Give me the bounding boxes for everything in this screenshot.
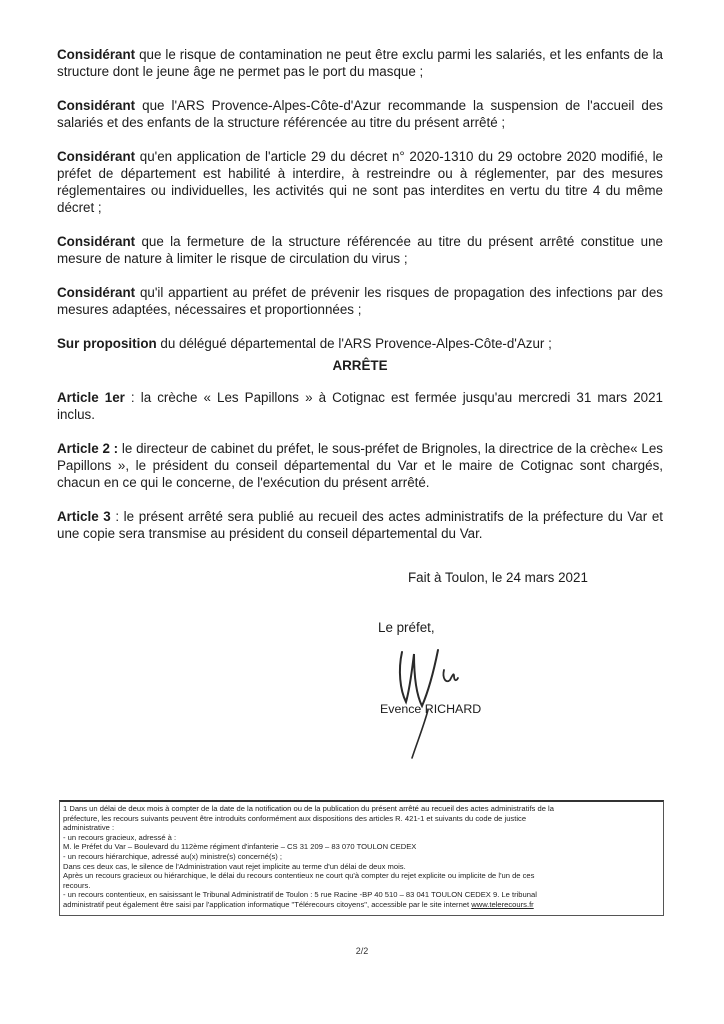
considerant-paragraph xyxy=(57,97,663,131)
considerant-paragraph xyxy=(57,233,663,267)
page-number: 2/2 xyxy=(355,946,369,956)
decision-title: ARRÊTE xyxy=(332,358,388,373)
considerant-lead: Considérant xyxy=(57,47,136,62)
signatory-name: Evence RICHARD xyxy=(380,702,482,716)
considerant-text: que le risque de contamination ne peut être exclu parmi les salariés, et les enfants de la structure dont le jeune âge ne permet pas le port du masque ; xyxy=(57,47,663,79)
footnote-line: recours. xyxy=(63,880,91,890)
footnote-line xyxy=(63,900,660,910)
proposition-text: du délégué départemental de l'ARS Provence-Alpes-Côte-d'Azur ; xyxy=(156,336,552,351)
considerant-text: que la fermeture de la structure référencée au titre du présent arrêté constitue une mesure de nature à limiter le risque de circulation du virus ; xyxy=(57,234,663,266)
article-text: : le présent arrêté sera publié au recueil des actes administratifs de la préfecture du Var et une copie sera transmise au président du conseil départemental du Var. xyxy=(57,509,663,541)
considerant-text: que l'ARS Provence-Alpes-Côte-d'Azur recommande la suspension de l'accueil des salariés et des enfants de la structure référencée au titre du présent arrêté ; xyxy=(57,98,663,130)
article-3 xyxy=(57,508,663,542)
considerant-paragraph xyxy=(57,148,663,216)
place-date: Fait à Toulon, le 24 mars 2021 xyxy=(408,570,588,585)
footnote-line: Dans ces deux cas, le silence de l'Administration vaut rejet implicite au terme d'un délai de deux mois. xyxy=(63,861,406,871)
footnote-line: Après un recours gracieux ou hiérarchique, le délai du recours contentieux ne court qu'à compter du rejet explicite ou implicite de l'un de ces xyxy=(63,871,535,881)
telerecours-link[interactable]: www.telerecours.fr xyxy=(471,899,534,909)
footnote-line: 1 Dans un délai de deux mois à compter de la date de la notification ou de la publication du présent arrêté au recueil des actes administratifs de la xyxy=(63,804,554,813)
footnote-text: administratif peut également être saisi par l'application informatique "Télérecours citoyens", accessible par le site internet xyxy=(63,899,472,909)
considerants-section xyxy=(57,46,663,369)
article-text: le directeur de cabinet du préfet, le sous-préfet de Brignoles, la directrice de la crèche« Les Papillons », le président du conseil départemental du Var et le maire de Cotignac sont chargés, chacun en ce qui le concerne, de l'exécution du présent arrêté. xyxy=(57,441,663,490)
footnote-line: - un recours hiérarchique, adressé au(x) ministre(s) concerné(s) ; xyxy=(63,851,283,861)
article-text: : la crèche « Les Papillons » à Cotignac est fermée jusqu'au mercredi 31 mars 2021 inclus. xyxy=(57,390,663,422)
considerant-lead: Considérant xyxy=(57,149,136,164)
article-2 xyxy=(57,440,663,491)
footnote-box xyxy=(59,800,664,916)
considerant-text: qu'il appartient au préfet de prévenir les risques de propagation des infections par des mesures adaptées, nécessaires et proportionnées ; xyxy=(57,285,663,317)
footnote-line: - un recours contentieux, en saisissant le Tribunal Administratif de Toulon : 5 rue Racine -BP 40 510 – 83 041 TOULON CEDEX 9. Le tribunal xyxy=(63,890,537,900)
considerant-paragraph xyxy=(57,284,663,318)
article-1 xyxy=(57,389,663,423)
articles-section xyxy=(57,389,663,559)
considerant-paragraph xyxy=(57,46,663,80)
considerant-lead: Considérant xyxy=(57,234,136,249)
considerant-text: qu'en application de l'article 29 du décret n° 2020-1310 du 29 octobre 2020 modifié, le préfet de département est habilité à interdire, à restreindre ou à réglementer, par des mesures réglementaires ou individuelles, les activités qui ne sont pas interdites en vertu du titre 4 du même décret ; xyxy=(57,149,663,215)
article-lead: Article 3 xyxy=(57,509,111,524)
considerant-lead: Considérant xyxy=(57,285,136,300)
article-lead: Article 2 : xyxy=(57,441,119,456)
signatory-role: Le préfet, xyxy=(378,620,435,635)
footnote-line: préfecture, les recours suivants peuvent être introduits conformément aux dispositions des articles R. 421-1 et suivants du code de justice xyxy=(63,813,527,823)
considerant-lead: Considérant xyxy=(57,98,136,113)
footnote-line: administrative : xyxy=(63,823,115,833)
footnote-line: M. le Préfet du Var – Boulevard du 112ème régiment d'infanterie – CS 31 209 – 83 070 TOULON CEDEX xyxy=(63,842,417,852)
footnote-line: - un recours gracieux, adressé à : xyxy=(63,832,177,842)
proposition-paragraph xyxy=(57,335,663,352)
proposition-lead: Sur proposition xyxy=(57,336,157,351)
article-lead: Article 1er xyxy=(57,390,125,405)
